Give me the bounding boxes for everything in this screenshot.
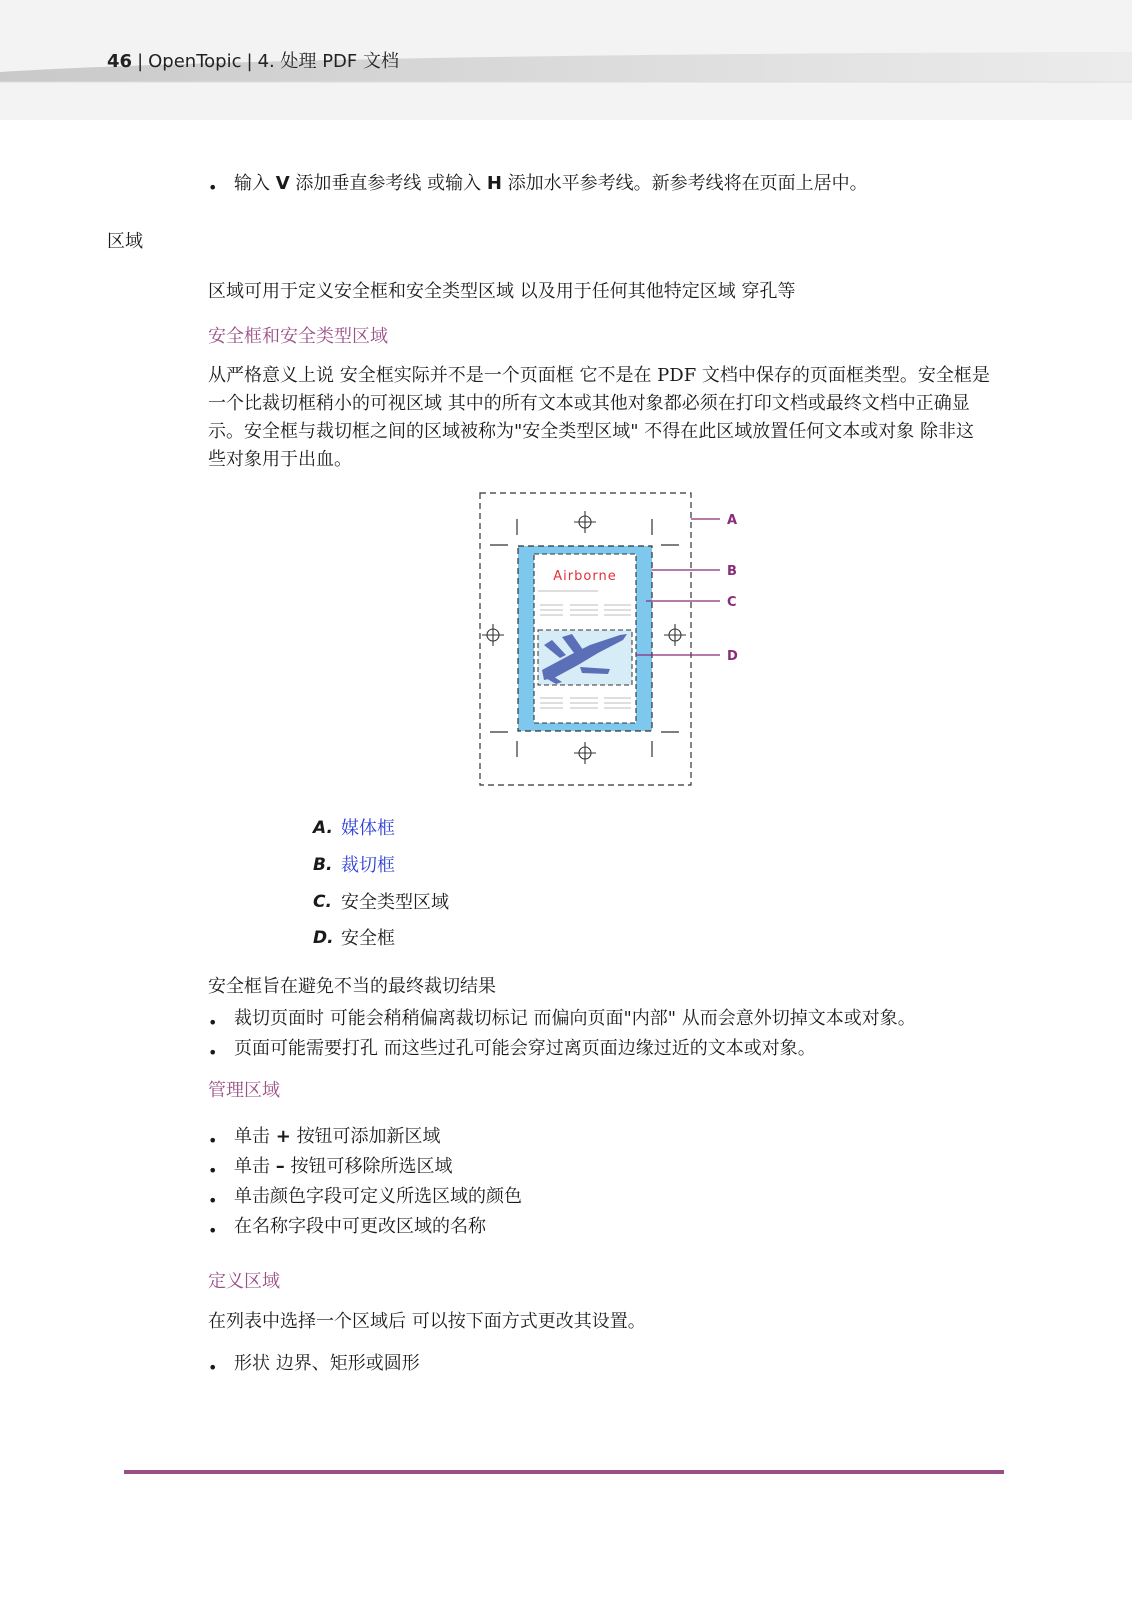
define-text: 在列表中选择一个区域后 可以按下面方式更改其设置。 (208, 1311, 646, 1332)
bullet-icon: • (208, 1191, 218, 1210)
bullet-icon: • (208, 1161, 218, 1180)
legend-text-safe-type-area: 安全类型区域 (341, 892, 449, 913)
legend-text-safe-box: 安全框 (341, 928, 395, 949)
manage-heading: 管理区域 (208, 1080, 280, 1101)
legend-link-trim-box[interactable]: 裁切框 (341, 855, 395, 876)
bullet-icon: • (208, 1131, 218, 1150)
bullet-icon: • (208, 1013, 218, 1032)
page-header (0, 0, 1132, 120)
legend-letter-d: D. (313, 928, 334, 948)
footer-rule (124, 1470, 1004, 1474)
manage-bullet-name: 在名称字段中可更改区域的名称 (234, 1216, 486, 1237)
bullet-icon: • (208, 1221, 218, 1240)
book-title: OpenTopic (148, 51, 242, 72)
purpose-bullet: 裁切页面时 可能会稍稍偏离裁切标记 而偏向页面"内部" 从而会意外切掉文本或对象。 (234, 1008, 916, 1029)
callout-a: A (727, 513, 738, 528)
legend-letter-b: B. (313, 855, 333, 875)
chapter-title: 4. 处理 PDF 文档 (257, 51, 399, 72)
running-header: 46 | OpenTopic | 4. 处理 PDF 文档 (107, 51, 399, 72)
manage-bullet-color: 单击颜色字段可定义所选区域的颜色 (234, 1186, 522, 1207)
callout-d: D (727, 649, 738, 664)
safe-paragraph: 从严格意义上说 安全框实际并不是一个页面框 它不是在 PDF 文档中保存的页面框类型。安全框是 一个比裁切框稍小的可视区域 其中的所有文本或其他对象都必须在打印文档或最终文档中正确显 示。安全框与裁切框之间的区域被称为"安全类型区域" 不得在此区域放置任何文本或对象 除非这 些对象用于出血。 (208, 365, 990, 470)
define-heading: 定义区域 (208, 1271, 280, 1292)
legend-letter-c: C. (313, 892, 332, 912)
purpose-bullet: 页面可能需要打孔 而这些过孔可能会穿过离页面边缘过近的文本或对象。 (234, 1038, 816, 1059)
bullet-icon: • (208, 1358, 218, 1377)
bullet-icon: • (208, 1043, 218, 1062)
legend-letter-a: A. (313, 818, 333, 838)
manage-bullet-remove: 单击 – 按钮可移除所选区域 (234, 1156, 453, 1177)
bullet-icon: • (208, 178, 218, 197)
define-bullet: 形状 边界、矩形或圆形 (234, 1353, 420, 1374)
section-intro: 区域可用于定义安全框和安全类型区域 以及用于任何其他特定区域 穿孔等 (208, 281, 796, 302)
page-boxes-diagram (470, 485, 760, 795)
minus-icon: – (275, 1156, 285, 1177)
callout-b: B (727, 564, 737, 579)
sample-title: Airborne (553, 569, 617, 584)
plus-icon: + (275, 1126, 291, 1147)
intro-bullet: 输入 V 添加垂直参考线 或输入 H 添加水平参考线。新参考线将在页面上居中。 (234, 173, 868, 194)
page-number: 46 (107, 51, 133, 72)
safe-heading: 安全框和安全类型区域 (208, 326, 388, 347)
manage-bullet-add: 单击 + 按钮可添加新区域 (234, 1126, 441, 1147)
callout-c: C (727, 595, 737, 610)
legend-link-media-box[interactable]: 媒体框 (341, 818, 395, 839)
section-title: 区域 (107, 231, 143, 252)
purpose-text: 安全框旨在避免不当的最终裁切结果 (208, 976, 496, 997)
